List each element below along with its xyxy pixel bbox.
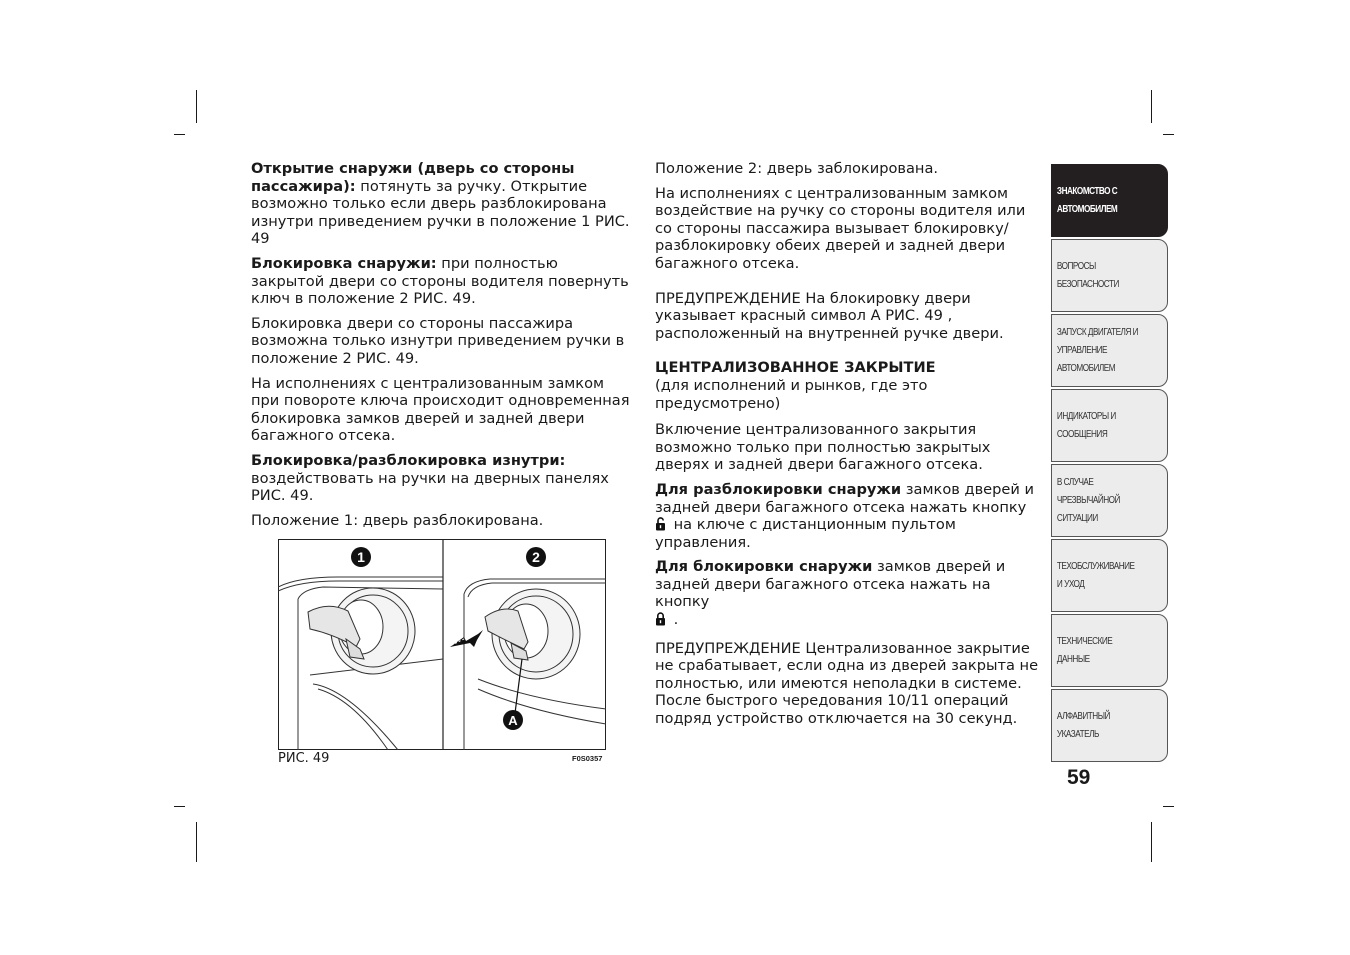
- marker-2-icon: [526, 547, 546, 567]
- unlock-icon: [655, 517, 666, 531]
- tab-safety[interactable]: ВОПРОСЫ БЕЗОПАСНОСТИ: [1051, 239, 1168, 312]
- svg-text:A: A: [508, 713, 518, 728]
- marker-a-icon: [503, 710, 523, 730]
- door-handle-figure: [278, 539, 606, 750]
- warning-central-lock: ПРЕДУПРЕЖДЕНИЕ Централизованное закрытие не срабатывает, если одна из дверей закрыта не полностью, или имеются неполадки в системе. После быстрого чередования 10/11 операций подряд устройство отключается на 30 секунд.: [655, 639, 1039, 728]
- tab-index[interactable]: АЛФАВИТНЫЙ УКАЗАТЕЛЬ: [1051, 689, 1168, 762]
- left-text-column: [251, 160, 633, 536]
- tab-technical-data[interactable]: ТЕХНИЧЕСКИЕ ДАННЫЕ: [1051, 614, 1168, 687]
- tab-maintenance[interactable]: ТЕХОБСЛУЖИВАНИЕ И УХОД: [1051, 539, 1168, 612]
- crop-mark: [1163, 134, 1174, 135]
- figure-code: F0S0357: [572, 754, 603, 763]
- page-number: 59: [1067, 766, 1091, 789]
- paragraph-position-2: Положение 2: дверь заблокирована.: [655, 160, 939, 177]
- marker-1-icon: [351, 547, 371, 567]
- paragraph-central-lock-key: На исполнениях с централизованным замком при повороте ключа происходит одновременная блокировка замков дверей и задней двери багажного отсека.: [251, 374, 630, 445]
- warning-red-symbol: ПРЕДУПРЕЖДЕНИЕ На блокировку двери указывает красный символ А РИС. 49 , расположенный на внутренней ручке двери.: [655, 289, 1004, 342]
- crop-mark: [196, 822, 197, 862]
- section-tabs: [1051, 164, 1168, 764]
- section-subtitle: (для исполнений и рынков, где это предусмотрено): [655, 376, 928, 412]
- paragraph-lock-inside: Блокировка/разблокировка изнутри: воздействовать на ручки на дверных панелях РИС. 49.: [251, 451, 609, 505]
- tab-starting-driving[interactable]: ЗАПУСК ДВИГАТЕЛЯ И УПРАВЛЕНИЕ АВТОМОБИЛЕМ: [1051, 314, 1168, 387]
- middle-text-column: [655, 160, 1040, 735]
- svg-text:1: 1: [357, 549, 365, 565]
- paragraph-lock-outside: Блокировка снаружи: при полностью закрытой двери со стороны водителя повернуть ключ в положение 2 РИС. 49.: [251, 254, 629, 308]
- crop-mark: [174, 806, 185, 807]
- paragraph-central-lock-handle: На исполнениях с централизованным замком воздействие на ручку со стороны водителя или со стороны пассажира вызывает блокировку/разблокировку обеих дверей и задней двери багажного отсека.: [655, 184, 1026, 272]
- crop-mark: [1151, 822, 1152, 862]
- paragraph-open-outside: Открытие снаружи (дверь со стороны пассажира): потянуть за ручку. Открытие возможно только если дверь разблокирована изнутри приведением ручки в положение 1 РИС. 49: [251, 160, 630, 248]
- lock-icon: [655, 612, 666, 626]
- paragraph-lock-outside-remote: Для блокировки снаружи замков дверей и задней двери багажного отсека нажать на кнопку .: [655, 558, 1006, 629]
- section-title: ЦЕНТРАЛИЗОВАННОЕ ЗАКРЫТИЕ: [655, 359, 936, 377]
- crop-mark: [196, 90, 197, 123]
- paragraph-position-1: Положение 1: дверь разблокирована.: [251, 511, 544, 529]
- crop-mark: [174, 134, 185, 135]
- paragraph-passenger-lock: Блокировка двери со стороны пассажира возможна только изнутри приведением ручки в положение 2 РИС. 49.: [251, 314, 625, 367]
- paragraph-central-lock-enable: Включение централизованного закрытия возможно только при полностью закрытых дверях и задней двери багажного отсека.: [655, 421, 991, 474]
- paragraph-unlock-outside: Для разблокировки снаружи замков дверей и задней двери багажного отсека нажать кнопку на ключе с дистанционным пультом управления.: [655, 480, 1035, 551]
- figure-caption: РИС. 49: [278, 751, 330, 766]
- svg-text:2: 2: [532, 549, 540, 565]
- tab-indicators[interactable]: ИНДИКАТОРЫ И СООБЩЕНИЯ: [1051, 389, 1168, 462]
- tab-emergency[interactable]: В СЛУЧАЕ ЧРЕЗВЫЧАЙНОЙ СИТУАЦИИ: [1051, 464, 1168, 537]
- tab-introduction[interactable]: ЗНАКОМСТВО С АВТОМОБИЛЕМ: [1051, 164, 1168, 237]
- crop-mark: [1163, 806, 1174, 807]
- crop-mark: [1151, 90, 1152, 123]
